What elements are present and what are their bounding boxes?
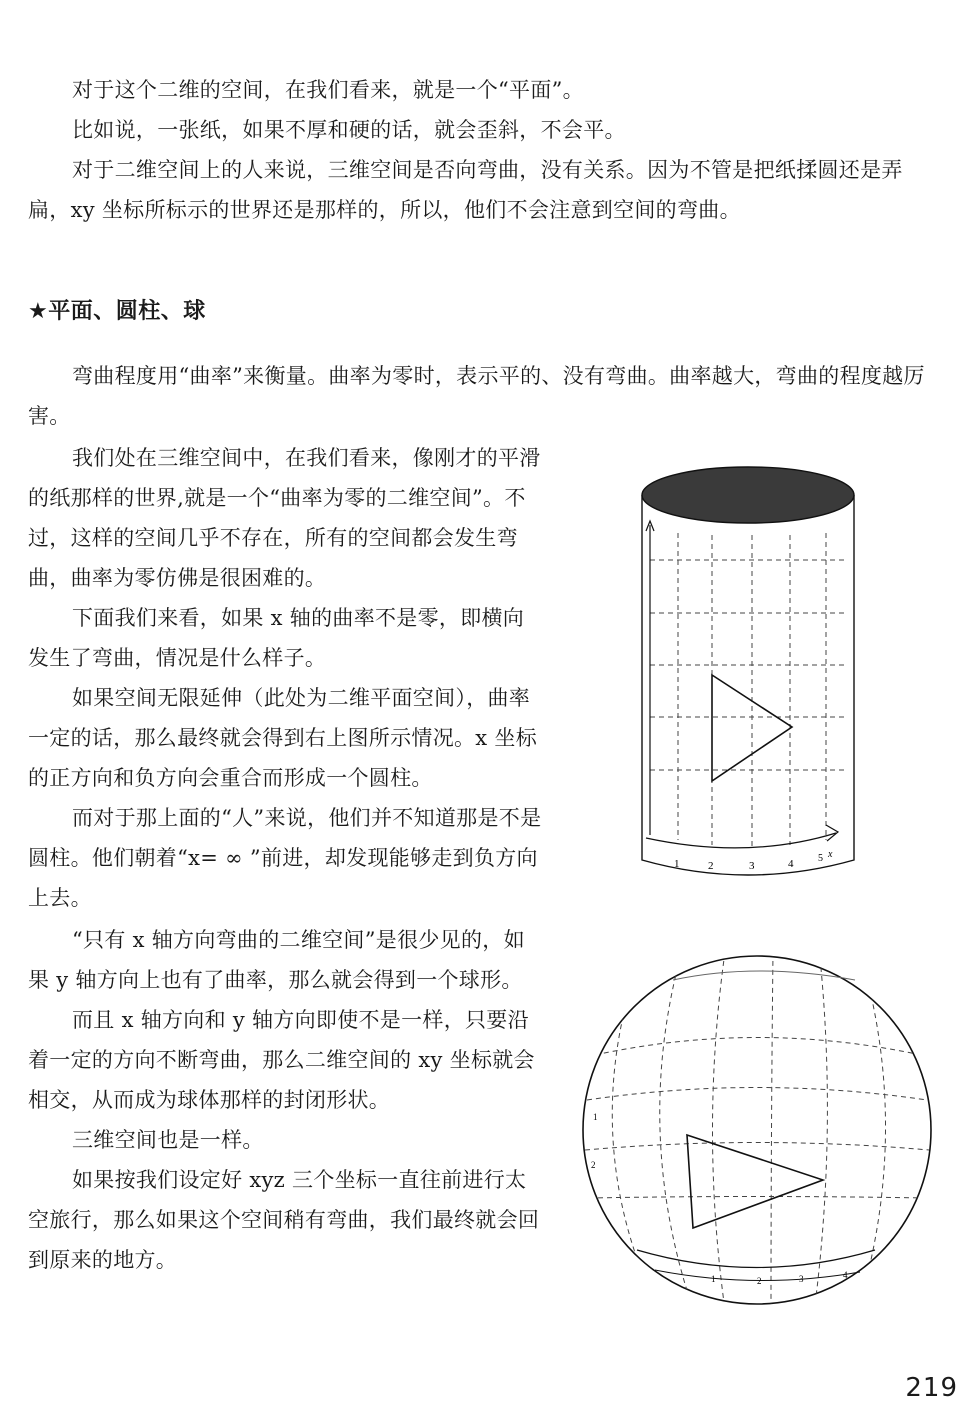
sphere-y-tick-2: 2 — [591, 1160, 596, 1170]
intro-paragraph-3: 对于二维空间上的人来说，三维空间是否向弯曲，没有关系。因为不管是把纸揉圆还是弄扁，xy 坐标所标示的世界还是那样的，所以，他们不会注意到空间的弯曲。 — [28, 158, 903, 222]
section-paragraph-3: 下面我们来看，如果 x 轴的曲率不是零，即横向发生了弯曲，情况是什么样子。 — [28, 606, 525, 670]
intro-paragraph-2: 比如说，一张纸，如果不厚和硬的话，就会歪斜，不会平。 — [72, 118, 626, 142]
cylinder-top — [642, 467, 854, 523]
cylinder-tick-1: 1 — [674, 858, 680, 870]
sphere-figure — [575, 940, 945, 1320]
section-paragraph-9: 如果按我们设定好 xyz 三个坐标一直往前进行太空旅行，那么如果这个空间稍有弯曲，我们最终就会回到原来的地方。 — [28, 1168, 540, 1272]
cylinder-body — [642, 495, 854, 875]
intro-paragraph-1: 对于这个二维的空间，在我们看来，就是一个“平面”。 — [72, 78, 584, 102]
cylinder-tick-4: 4 — [788, 858, 794, 870]
cylinder-x-label: x — [828, 849, 833, 860]
section-paragraph-5: 而对于那上面的“人”来说，他们并不知道那是不是圆柱。他们朝着“x= ∞ ”前进，却发现能够走到负方向上去。 — [28, 806, 542, 910]
cylinder-tick-3: 3 — [749, 860, 755, 872]
section-paragraph-7: 而且 x 轴方向和 y 轴方向即使不是一样，只要沿着一定的方向不断弯曲，那么二维空间的 xy 坐标就会相交，从而成为球体那样的封闭形状。 — [28, 1008, 535, 1112]
sphere-y-tick-1: 1 — [593, 1112, 598, 1122]
cylinder-tick-5: 5 — [818, 853, 823, 864]
sphere-tick-2: 2 — [757, 1276, 762, 1286]
section-paragraph-8: 三维空间也是一样。 — [72, 1128, 264, 1152]
sphere-tick-3: 3 — [799, 1274, 804, 1284]
section-paragraph-1: 弯曲程度用“曲率”来衡量。曲率为零时，表示平的、没有弯曲。曲率越大，弯曲的程度越厉害。 — [28, 364, 925, 428]
section-paragraph-4: 如果空间无限延伸（此处为二维平面空间），曲率一定的话，那么最终就会得到右上图所示情况。x 坐标的正方向和负方向会重合而形成一个圆柱。 — [28, 686, 538, 790]
sphere-tick-1: 1 — [711, 1274, 716, 1284]
sphere-outline — [583, 956, 931, 1304]
cylinder-tick-2: 2 — [708, 860, 714, 872]
section-paragraph-2: 我们处在三维空间中，在我们看来，像刚才的平滑的纸那样的世界,就是一个“曲率为零的二维空间”。不过，这样的空间几乎不存在，所有的空间都会发生弯曲，曲率为零仿佛是很困难的。 — [28, 446, 541, 590]
sphere-tick-4: 4 — [843, 1270, 848, 1280]
page-number: 219 — [905, 1373, 958, 1403]
section-paragraph-6: “只有 x 轴方向弯曲的二维空间”是很少见的，如果 y 轴方向上也有了曲率，那么就会得到一个球形。 — [28, 928, 525, 992]
section-heading: ★平面、圆柱、球 — [28, 299, 206, 324]
cylinder-figure — [630, 455, 870, 895]
